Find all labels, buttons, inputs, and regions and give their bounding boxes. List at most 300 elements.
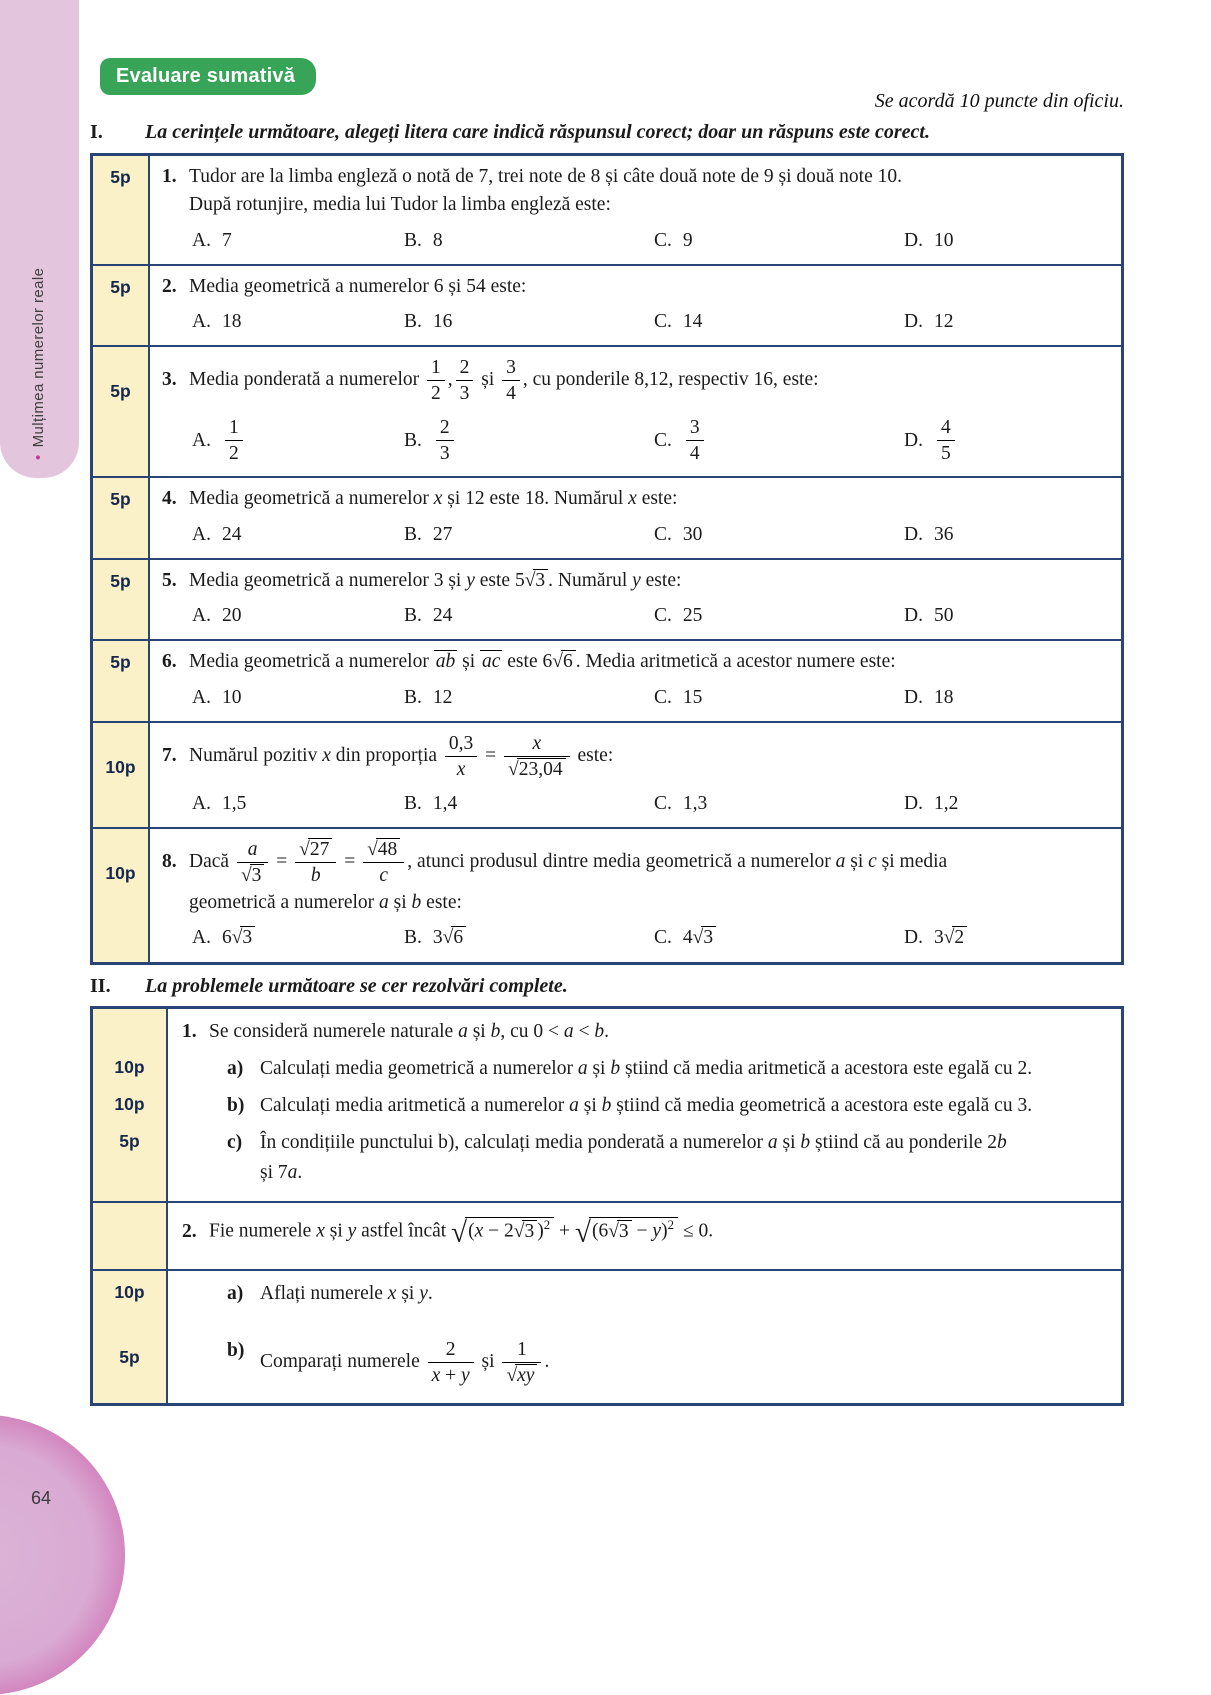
points-cell <box>93 1046 168 1083</box>
question-number: 7. <box>162 744 177 766</box>
math-var: a <box>379 892 389 914</box>
answer-letter: C. <box>654 686 672 708</box>
fraction <box>456 356 474 405</box>
radical-sign: √ <box>231 927 242 949</box>
points-badge: 10p <box>105 756 136 777</box>
problem-row <box>93 1269 1121 1403</box>
math-var: a <box>458 1020 468 1042</box>
points-badge: 5p <box>110 570 131 591</box>
fraction-numerator <box>363 838 404 862</box>
question-line: 5. Media geometrică a numerelor 3 și y este 5√3 . Numărul y este: <box>162 567 1107 595</box>
answer-value: 1,3 <box>682 792 708 814</box>
answer-value: 14 <box>682 311 703 333</box>
answer-letter: A. <box>192 311 211 333</box>
section2-heading <box>90 975 1124 998</box>
answer-option <box>192 227 404 255</box>
question-line: 1. Tudor are la limba engleză o notă de 7, trei note de 8 și câte două note de 9 și două note 10. <box>162 163 1107 191</box>
chapter-sidebar <box>0 0 79 478</box>
overline <box>480 650 502 673</box>
radical <box>944 927 967 948</box>
item-text <box>260 1336 1107 1389</box>
problem-item <box>168 1308 1121 1403</box>
answer-letter: C. <box>654 792 672 814</box>
question-cell <box>150 723 1121 827</box>
math-var: a <box>569 1095 579 1117</box>
answer-option <box>904 602 1107 630</box>
math-var: x <box>322 744 331 766</box>
points-cell <box>93 478 150 558</box>
answer-value: 9 <box>682 229 693 251</box>
answer-value: 3√2 <box>934 924 967 952</box>
math-var: b <box>490 1020 501 1042</box>
answer-option <box>654 602 904 630</box>
answer-value: 7 <box>221 229 232 251</box>
fraction-denominator <box>295 862 336 887</box>
answer-letter: C. <box>654 311 672 333</box>
math-var: a <box>767 1132 778 1154</box>
fraction <box>504 732 570 781</box>
section2-table <box>90 1006 1124 1406</box>
fraction-denominator <box>237 862 268 887</box>
answer-value: 18 <box>933 686 954 708</box>
page-corner-decoration <box>0 1415 125 1695</box>
item-text <box>260 1054 1107 1083</box>
radical-sign: √ <box>442 927 453 949</box>
radical <box>514 1221 537 1242</box>
answer-options <box>192 414 1107 467</box>
answer-option <box>904 684 1107 712</box>
answer-value: 50 <box>933 605 954 627</box>
answer-letter: C. <box>654 229 672 251</box>
radical-sign: √ <box>608 1220 618 1242</box>
answer-letter: B. <box>404 927 422 949</box>
points-badge: 10p <box>114 1056 145 1077</box>
radical <box>443 927 466 948</box>
math-var: y <box>632 569 641 591</box>
problem-intro: 1. Se consideră numerele naturale a și b, cu 0 < a < b. <box>168 1009 1121 1046</box>
answer-letter: C. <box>654 605 672 627</box>
answer-value <box>222 414 246 467</box>
points-badge: 10p <box>105 863 136 884</box>
fraction <box>225 416 243 465</box>
answer-option <box>404 602 654 630</box>
points-badge: 5p <box>110 489 131 510</box>
answer-letter: D. <box>904 523 923 545</box>
radical <box>693 927 716 948</box>
fraction-numerator: 1 <box>228 417 239 439</box>
answer-letter: B. <box>404 311 422 333</box>
question-row <box>93 476 1121 558</box>
item-text <box>260 1128 1107 1187</box>
item-line: Comparați numerele $\frac{2}{x + y}$ și $\frac{1}{√xy}$ . <box>260 1339 550 1387</box>
math-var: a <box>835 851 846 873</box>
answer-letter: A. <box>192 229 211 251</box>
answer-option <box>904 227 1107 255</box>
radicand: 3 <box>617 1220 632 1243</box>
fraction-denominator <box>504 756 570 781</box>
question-number: 8. <box>162 851 177 873</box>
fraction-numerator: 1 <box>430 357 441 379</box>
answer-option <box>404 684 654 712</box>
fraction-numerator: 1 <box>517 1339 527 1361</box>
math-var: x <box>387 1282 397 1304</box>
answer-value: 15 <box>682 686 703 708</box>
question-cell <box>150 266 1121 346</box>
fraction <box>237 838 268 887</box>
problem-item <box>168 1083 1121 1120</box>
radical <box>241 865 264 886</box>
math-var: a <box>577 1057 588 1079</box>
question-line: După rotunjire, media lui Tudor la limba engleză este: <box>189 194 611 216</box>
radicand: 3 <box>701 926 716 949</box>
answer-option <box>904 924 1107 952</box>
math-var: x <box>628 488 637 510</box>
answer-option <box>192 790 404 818</box>
answer-letter: D. <box>904 605 923 627</box>
question-cell <box>150 156 1121 264</box>
answer-option <box>904 521 1107 549</box>
fraction-numerator <box>504 732 570 756</box>
answer-value: 16 <box>432 311 453 333</box>
radical <box>451 1215 554 1248</box>
fraction <box>937 416 955 465</box>
radical-sign: √ <box>692 927 703 949</box>
answer-value: 27 <box>432 523 453 545</box>
question-cell <box>150 347 1121 476</box>
fraction-numerator: 2 <box>459 357 470 379</box>
answer-value: 10 <box>933 229 954 251</box>
item-line: Aflați numerele x și y. <box>260 1282 433 1304</box>
office-points-note: Se acordă 10 puncte din oficiu. <box>874 90 1124 112</box>
item-text <box>260 1279 1107 1308</box>
points-badge: 5p <box>110 652 131 673</box>
section1-numeral: I. <box>90 121 103 143</box>
fraction <box>502 356 520 405</box>
answer-value: 12 <box>432 686 453 708</box>
points-cell <box>93 266 150 346</box>
math-var: x <box>431 1365 441 1387</box>
math-var: y <box>419 1282 428 1304</box>
answer-value <box>683 414 707 467</box>
question-number: 1. <box>162 166 177 187</box>
math-var: b <box>997 1132 1007 1154</box>
answer-letter: B. <box>404 229 422 251</box>
answer-option <box>904 790 1107 818</box>
answer-option <box>192 684 404 712</box>
fraction-numerator <box>237 838 268 862</box>
item-label: a) <box>227 1282 244 1304</box>
math-var: a <box>563 1020 574 1042</box>
problem-item <box>168 1046 1121 1083</box>
answer-option <box>654 414 904 467</box>
radicand: 6 <box>451 926 466 949</box>
answer-value <box>433 414 457 467</box>
fraction <box>427 356 445 405</box>
question-line: 2. Media geometrică a numerelor 6 și 54 este: <box>162 273 1107 301</box>
item-text <box>260 1091 1107 1120</box>
answer-value: 30 <box>682 523 703 545</box>
radicand: (x − 2√3 )$^2$ <box>465 1217 554 1242</box>
math-var: y <box>652 1220 662 1242</box>
fraction-denominator: 4 <box>502 380 520 405</box>
question-line: 8. Dacă $\frac{a}{√3}$ = $\frac{√27}{b}$ = $\frac{√48}{c}$ , atunci produsul dintre media geometrică a numerelor a și c și media <box>162 839 948 887</box>
radical-sign: √ <box>943 927 954 949</box>
radical <box>367 839 400 860</box>
answer-option <box>904 414 1107 467</box>
answer-letter: B. <box>404 605 422 627</box>
question-number: 6. <box>162 651 177 673</box>
answer-letter: D. <box>904 686 923 708</box>
math-var: c <box>868 851 877 873</box>
answer-option <box>192 521 404 549</box>
answer-option <box>192 602 404 630</box>
radical <box>574 1215 678 1248</box>
answer-value: 18 <box>221 311 242 333</box>
points-cell <box>93 1203 168 1269</box>
answer-letter: B. <box>404 792 422 814</box>
answer-option <box>404 308 654 336</box>
question-row <box>93 721 1121 827</box>
answer-value: 6√3 <box>222 924 255 952</box>
answer-letter: B. <box>404 523 422 545</box>
math-var: b <box>594 1020 605 1042</box>
fraction-numerator: 3 <box>689 417 700 439</box>
question-number: 5. <box>162 569 177 591</box>
answer-option <box>404 521 654 549</box>
item-line: Calculați media aritmetică a numerelor a și b știind că media geometrică a acestora este egală cu 3. <box>260 1095 1033 1117</box>
answer-letter: A. <box>192 429 211 451</box>
math-var: ac <box>482 651 501 673</box>
math-var: b <box>610 1057 621 1079</box>
question-row <box>93 558 1121 640</box>
points-cell <box>93 1009 168 1046</box>
answer-value: 8 <box>432 229 443 251</box>
math-var: y <box>347 1220 357 1242</box>
answer-letter: A. <box>192 523 211 545</box>
answer-value: 4√3 <box>683 924 716 952</box>
item-label: b) <box>227 1340 245 1362</box>
points-cell <box>93 1271 168 1308</box>
answer-options <box>192 602 1107 630</box>
math-var: b <box>800 1132 811 1154</box>
points-cell <box>93 347 150 476</box>
fraction-denominator: 3 <box>436 440 454 465</box>
fraction-numerator: 3 <box>506 357 516 379</box>
math-var: b <box>601 1095 612 1117</box>
answer-value: 24 <box>221 523 242 545</box>
fraction <box>686 416 704 465</box>
radical-sign: √ <box>299 839 309 861</box>
answer-letter: D. <box>904 429 923 451</box>
answer-letter: A. <box>192 605 211 627</box>
math-var: c <box>379 865 389 887</box>
radical <box>299 839 332 860</box>
answer-letter: D. <box>904 792 923 814</box>
answer-value: 1,4 <box>432 792 458 814</box>
answer-options <box>192 684 1107 712</box>
answer-options <box>192 521 1107 549</box>
fraction-numerator: 2 <box>439 417 450 439</box>
answer-letter: C. <box>654 523 672 545</box>
item-line: și 7a. <box>260 1161 303 1183</box>
fraction-denominator <box>363 862 404 887</box>
chapter-label <box>30 40 47 460</box>
math-var: b <box>310 865 321 887</box>
answer-option <box>404 414 654 467</box>
points-badge: 10p <box>114 1281 145 1302</box>
fraction-denominator: x + y <box>428 1362 474 1387</box>
radical-sign: √ <box>451 1215 467 1248</box>
fraction <box>363 838 404 887</box>
answer-option <box>654 684 904 712</box>
radicand: 23,04 <box>517 758 566 781</box>
problem-item <box>168 1120 1121 1201</box>
radical <box>525 570 548 591</box>
radicand: 3 <box>240 926 255 949</box>
overline <box>434 650 458 673</box>
radicand: 27 <box>308 838 333 861</box>
radical-sign: √ <box>367 839 377 861</box>
question-row <box>93 156 1121 264</box>
question-row <box>93 827 1121 962</box>
answer-option <box>654 227 904 255</box>
answer-letter: A. <box>192 927 211 949</box>
points-cell <box>93 641 150 721</box>
fraction-denominator: 3 <box>456 380 474 405</box>
question-line: 3. Media ponderată a numerelor $\frac{1}{2}$ , $\frac{2}{3}$ și $\frac{3}{4}$ , cu ponderile 8,12, respectiv 16, este: <box>162 357 819 405</box>
radical <box>506 1365 537 1386</box>
radicand: $(6√3 - y)^2$ <box>589 1217 678 1242</box>
item-label: b) <box>227 1095 245 1117</box>
question-line: geometrică a numerelor a și b este: <box>189 892 462 914</box>
radical-sign: √ <box>513 1220 524 1242</box>
answer-letter: B. <box>404 429 422 451</box>
answer-option <box>904 308 1107 336</box>
math-var: a <box>287 1161 298 1183</box>
answer-option <box>654 790 904 818</box>
question-number: 2. <box>162 275 177 297</box>
answer-option <box>192 308 404 336</box>
answer-option <box>404 924 654 952</box>
fraction-numerator: 4 <box>940 417 951 439</box>
answer-options <box>192 790 1107 818</box>
bullet-icon: • <box>30 454 47 460</box>
radical <box>508 759 566 780</box>
fraction-denominator: 4 <box>686 440 704 465</box>
math-var: x <box>316 1220 325 1242</box>
evaluation-badge: Evaluare sumativă <box>100 58 316 95</box>
answer-value <box>934 414 958 467</box>
points-cell <box>93 1308 168 1403</box>
problem-intro: 2. Fie numerele x și y astfel încât √ (x − 2√3 )$^2$ + √ $(6√3 - y)^2 \le 0$. <box>182 1215 714 1248</box>
answer-value: 24 <box>432 605 453 627</box>
question-row <box>93 345 1121 476</box>
answer-option <box>654 521 904 549</box>
math-var: y <box>461 1365 470 1387</box>
answer-letter: A. <box>192 792 211 814</box>
math-var: ab <box>435 651 456 673</box>
answer-option <box>192 414 404 467</box>
main-content <box>90 121 1124 1406</box>
section1-heading <box>90 121 1124 144</box>
answer-value: 20 <box>221 605 242 627</box>
radical <box>232 927 255 948</box>
fraction <box>295 838 336 887</box>
answer-letter: B. <box>404 686 422 708</box>
fraction-denominator <box>502 1362 541 1387</box>
item-label: c) <box>227 1132 243 1154</box>
problem-item <box>168 1271 1121 1308</box>
radical-sign: √ <box>240 865 251 887</box>
question-number: 4. <box>162 488 177 510</box>
answer-value: 1,5 <box>221 792 247 814</box>
radicand <box>515 1364 537 1387</box>
superscript: 2 <box>667 1218 675 1233</box>
radicand: 48 <box>376 838 401 861</box>
answer-options <box>192 308 1107 336</box>
page-number: 64 <box>31 1488 52 1508</box>
section2-numeral: II. <box>90 974 111 997</box>
answer-options <box>192 924 1107 952</box>
fraction-numerator: 2 <box>445 1339 456 1361</box>
points-badge: 5p <box>110 276 131 297</box>
answer-value: 12 <box>933 311 954 333</box>
fraction <box>502 1338 541 1387</box>
answer-value: 36 <box>933 523 954 545</box>
answer-value: 10 <box>221 686 242 708</box>
item-line: Calculați media geometrică a numerelor a și b știind că media aritmetică a acestora este egală cu 2. <box>260 1057 1033 1079</box>
radicand: 3 <box>522 1220 537 1243</box>
points-badge: 5p <box>119 1131 140 1152</box>
fraction <box>445 732 477 781</box>
answer-letter: D. <box>904 229 923 251</box>
fraction-numerator <box>295 838 336 862</box>
radical-sign: √ <box>508 758 518 780</box>
question-row <box>93 264 1121 346</box>
answer-letter: C. <box>654 429 672 451</box>
answer-option <box>654 308 904 336</box>
points-cell <box>93 1083 168 1120</box>
points-badge: 5p <box>119 1347 140 1368</box>
problem-number: 2. <box>182 1220 197 1242</box>
points-cell <box>93 560 150 640</box>
points-cell <box>93 1120 168 1201</box>
radical-sign: √ <box>506 1365 517 1387</box>
item-label: a) <box>227 1057 244 1079</box>
question-line: 7. Numărul pozitiv x din proporția $\frac{0,3}{x}$ = $\frac{x}{√23,04}$ este: <box>162 732 614 780</box>
points-badge: 10p <box>114 1094 145 1115</box>
math-var: x <box>433 488 443 510</box>
question-row <box>93 639 1121 721</box>
radical-sign: √ <box>552 651 562 673</box>
fraction-denominator <box>445 756 477 781</box>
answer-letter: A. <box>192 686 211 708</box>
problem-row <box>93 1201 1121 1269</box>
radical <box>552 651 575 672</box>
answer-value: 25 <box>682 605 703 627</box>
fraction-denominator: 5 <box>937 440 955 465</box>
answer-option <box>404 227 654 255</box>
radical-sign: √ <box>524 569 535 591</box>
fraction-denominator: 2 <box>225 440 243 465</box>
question-number: 3. <box>162 369 177 391</box>
math-var: b <box>411 892 422 914</box>
question-cell <box>150 478 1121 558</box>
points-cell <box>93 829 150 962</box>
question-line: 6. Media geometrică a numerelor ab și ac este 6√6 . Media aritmetică a acestor numere este: <box>162 648 1107 676</box>
math-var: x <box>456 758 466 780</box>
points-cell <box>93 156 150 264</box>
